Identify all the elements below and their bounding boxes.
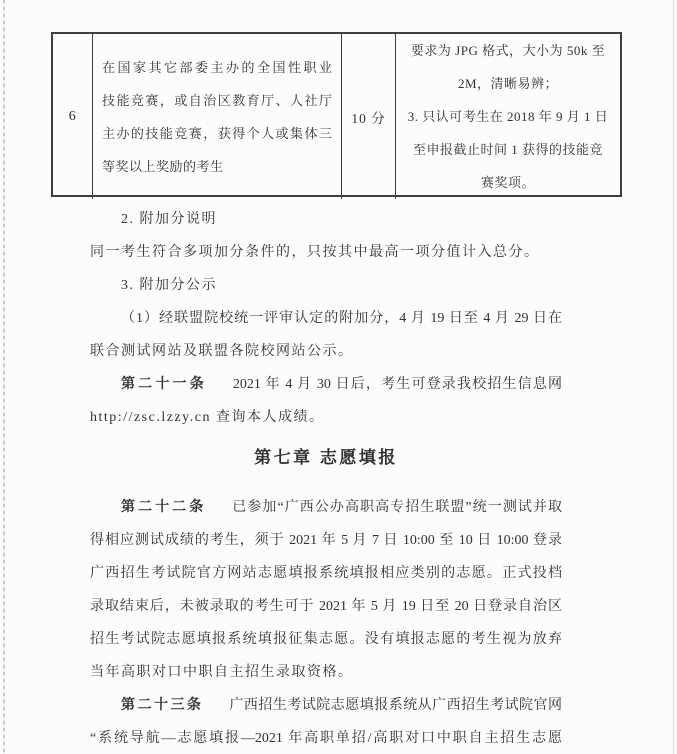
article-number: 第二十一条 (121, 377, 207, 392)
text-line (90, 623, 562, 656)
note-line: 至申报截止时间 1 获得的技能竞 (412, 142, 603, 157)
section-additional-points (90, 203, 562, 434)
text-line-content: 2. 附加分说明 (121, 212, 217, 227)
note-line: 3. 只认可考生在 2018 年 9 月 1 日 (407, 109, 609, 124)
table-cell-score (342, 34, 396, 199)
article-number: 第二十二条 (121, 500, 207, 515)
table-cell-description (93, 34, 342, 199)
score-value: 10 分 (351, 110, 386, 126)
text-line-content: （1）经联盟院校统一评审认定的附加分，4 月 19 日至 4 月 29 日在 (121, 311, 562, 326)
row-number: 6 (68, 108, 77, 124)
text-line-content: http://zsc.lzzy.cn 查询本人成绩。 (90, 410, 325, 425)
note-line: 2M，清晰易辨； (457, 76, 559, 91)
text-line-content: 同一考生符合多项加分条件的，只按其中最高一项分值计入总分。 (90, 245, 540, 260)
text-line-content: “系统导航—志愿填报—2021 年高职单招/高职对口中职自主招生志愿 (90, 731, 562, 746)
text-line-content: 招生考试院志愿填报系统填报征集志愿。没有填报志愿的考生视为放弃 (90, 632, 562, 647)
text-line (90, 524, 562, 557)
description-line: 技能竞赛，或自治区教育厅、人社厅 (102, 92, 332, 108)
section-volunteer-filling (90, 491, 562, 754)
text-line (90, 656, 562, 689)
bonus-points-table (51, 32, 622, 197)
text-line (90, 368, 562, 401)
text-line-content: 联合测试网站及联盟各院校网站公示。 (90, 344, 354, 359)
text-line-content: 广西招生考试院志愿填报系统从广西招生考试院官网 (229, 698, 563, 713)
description-line: 等奖以上奖励的考生 (102, 158, 224, 174)
chapter-heading: 第七章 志愿填报 (254, 448, 398, 467)
text-line (90, 590, 562, 623)
text-line-content: 已参加“广西公办高职高专招生联盟”统一测试并取 (232, 500, 562, 515)
text-line (90, 689, 562, 722)
text-line-content: 录取结束后，未被录取的考生可于 2021 年 5 月 19 日至 20 日登录自治区 (90, 599, 562, 614)
note-line: 要求为 JPG 格式，大小为 50k 至 (410, 43, 606, 58)
text-line (90, 335, 562, 368)
text-line (90, 236, 562, 269)
text-line-content: 3. 附加分公示 (121, 278, 217, 293)
text-line-content: 广西招生考试院官方网站志愿填报系统填报相应类别的志愿。正式投档 (90, 566, 562, 581)
table-cell-row-number (53, 34, 93, 199)
table-cell-notes (396, 34, 620, 199)
text-line (90, 401, 562, 434)
text-line (90, 557, 562, 590)
scan-artifact-right (673, 0, 674, 754)
text-line (90, 203, 562, 236)
description-line: 在国家其它部委主办的全国性职业 (102, 59, 332, 75)
scan-artifact-left (3, 0, 5, 754)
article-number: 第二十三条 (121, 698, 204, 713)
text-line (90, 302, 562, 335)
description-line: 主办的技能竞赛，获得个人或集体三 (102, 125, 332, 141)
note-line: 赛奖项。 (480, 175, 535, 190)
text-line (90, 491, 562, 524)
text-line-content: 得相应测试成绩的考生，须于 2021 年 5 月 7 日 10:00 至 10 日 10:00 登录 (90, 533, 562, 548)
text-line-content: 当年高职对口中职自主招生录取资格。 (90, 665, 354, 680)
text-line (90, 722, 562, 754)
text-line (90, 269, 562, 302)
text-line-content: 2021 年 4 月 30 日后，考生可登录我校招生信息网 (232, 377, 563, 392)
